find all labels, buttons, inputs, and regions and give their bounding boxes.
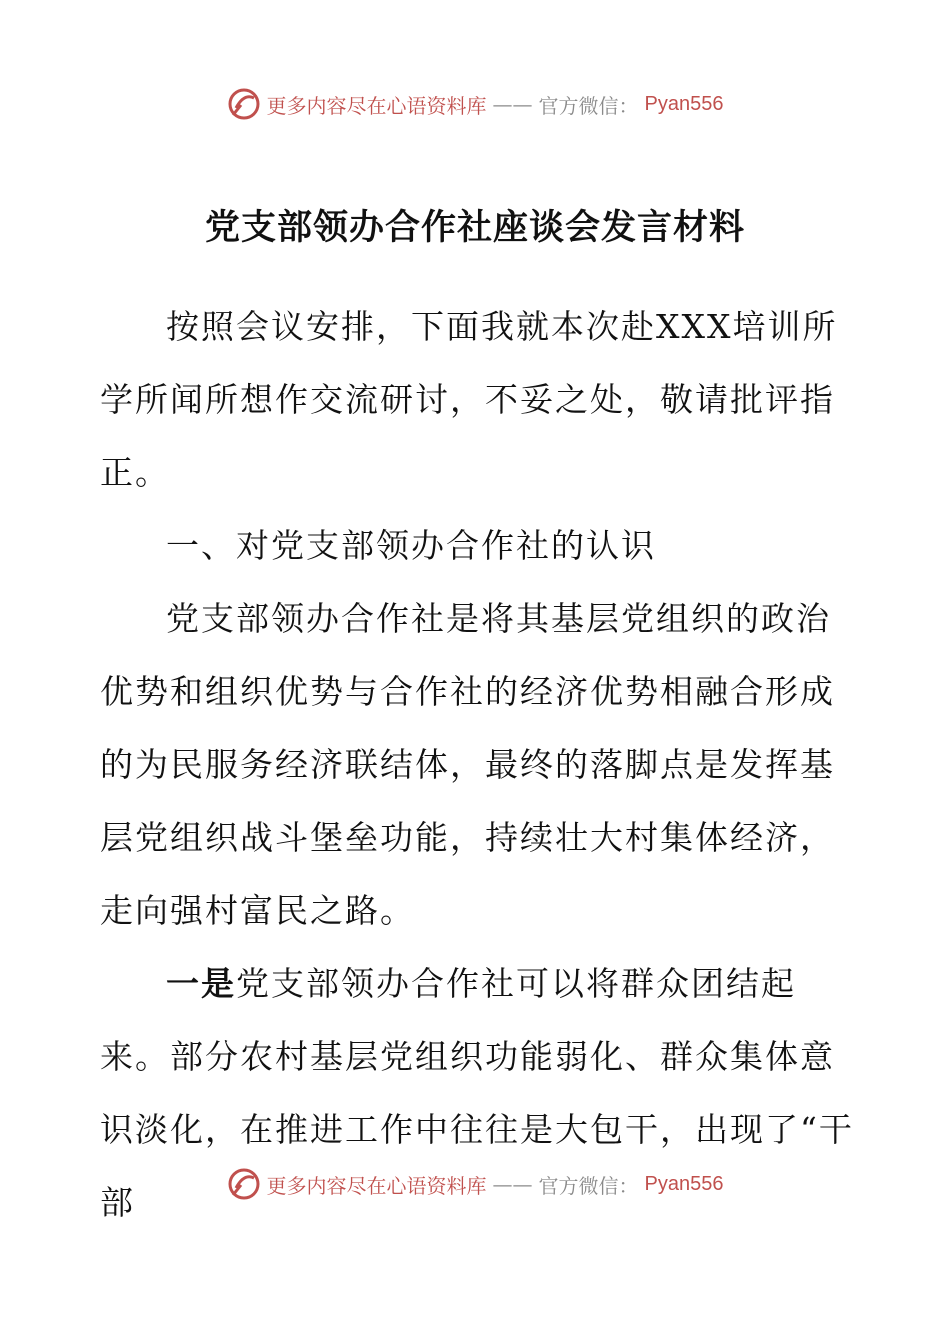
banner-wechat-label: 官方微信： [538,1173,639,1198]
paragraph-intro: 按照会议安排，下面我就本次赴XXX培训所学所闻所想作交流研讨，不妥之处，敬请批评指正。 [100,307,838,492]
paragraph-understanding: 党支部领办合作社是将其基层党组织的政治优势和组织优势与合作社的经济优势相融合形成的为民服务经济联结体，最终的落脚点是发挥基层党组织战斗堡垒功能，持续壮大村集体经济，走向强村富民之路。 [100,599,835,930]
section-heading: 一、对党支部领办合作社的认识 [166,526,656,565]
point-one-lead: 一是 [166,964,236,1003]
document-title: 党支部领办合作社座谈会发言材料 [204,208,745,248]
banner-text: 更多内容尽在心语资料库 [266,1173,487,1198]
banner-wechat-id: Pyan556 [644,1172,724,1195]
brand-logo-icon [227,1167,261,1201]
point-one-text: 党支部领办合作社可以将群众团结起来。部分农村基层党组织功能弱化、群众集体意识淡化，在推进工作中往往是大包干，出现了“干部 [100,964,854,1222]
banner-wechat-id: Pyan556 [644,92,724,115]
footer-watermark-banner [0,1162,950,1206]
banner-text: 更多内容尽在心语资料库 [266,93,487,118]
banner-dash: —— [492,92,533,116]
banner-dash: —— [492,1172,533,1196]
document-body [100,290,860,1239]
brand-logo-icon [227,87,261,121]
banner-wechat-label: 官方微信： [538,93,639,118]
header-watermark-banner [0,82,950,126]
